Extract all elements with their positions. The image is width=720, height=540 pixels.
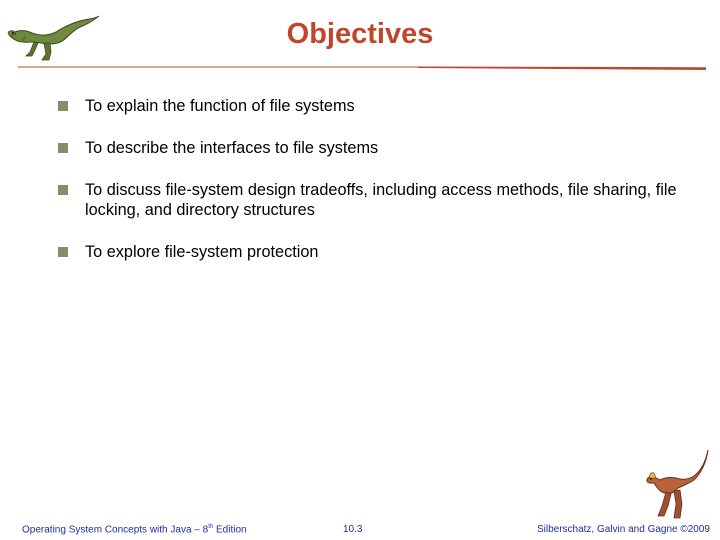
footer-course-suffix: Edition bbox=[213, 524, 247, 536]
title-divider bbox=[18, 65, 706, 71]
square-bullet-icon bbox=[58, 185, 68, 195]
dinosaur-standing-icon bbox=[636, 448, 712, 526]
page-number: 10.3 bbox=[343, 524, 363, 535]
list-item bbox=[58, 180, 698, 220]
page-title: Objectives bbox=[286, 18, 434, 50]
list-item bbox=[58, 96, 698, 116]
square-bullet-icon bbox=[58, 247, 68, 257]
list-item bbox=[58, 138, 698, 158]
bullet-text: To discuss file-system design tradeoffs, including access methods, file sharing, file locking, and directory structures bbox=[85, 181, 677, 219]
copyright: Silberschatz, Galvin and Gagne ©2009 bbox=[536, 524, 710, 535]
square-bullet-icon bbox=[58, 143, 68, 153]
bullet-list bbox=[58, 96, 698, 262]
footer-course bbox=[22, 524, 247, 535]
list-item bbox=[58, 242, 698, 262]
footer-course-prefix: Operating System Concepts with Java – 8 bbox=[22, 524, 209, 536]
square-bullet-icon bbox=[58, 101, 68, 111]
bullet-text: To explain the function of file systems bbox=[85, 97, 355, 115]
footer-edition-superscript: th bbox=[208, 524, 214, 530]
bullet-text: To describe the interfaces to file systems bbox=[85, 139, 379, 157]
bullet-text: To explore file-system protection bbox=[85, 243, 319, 261]
